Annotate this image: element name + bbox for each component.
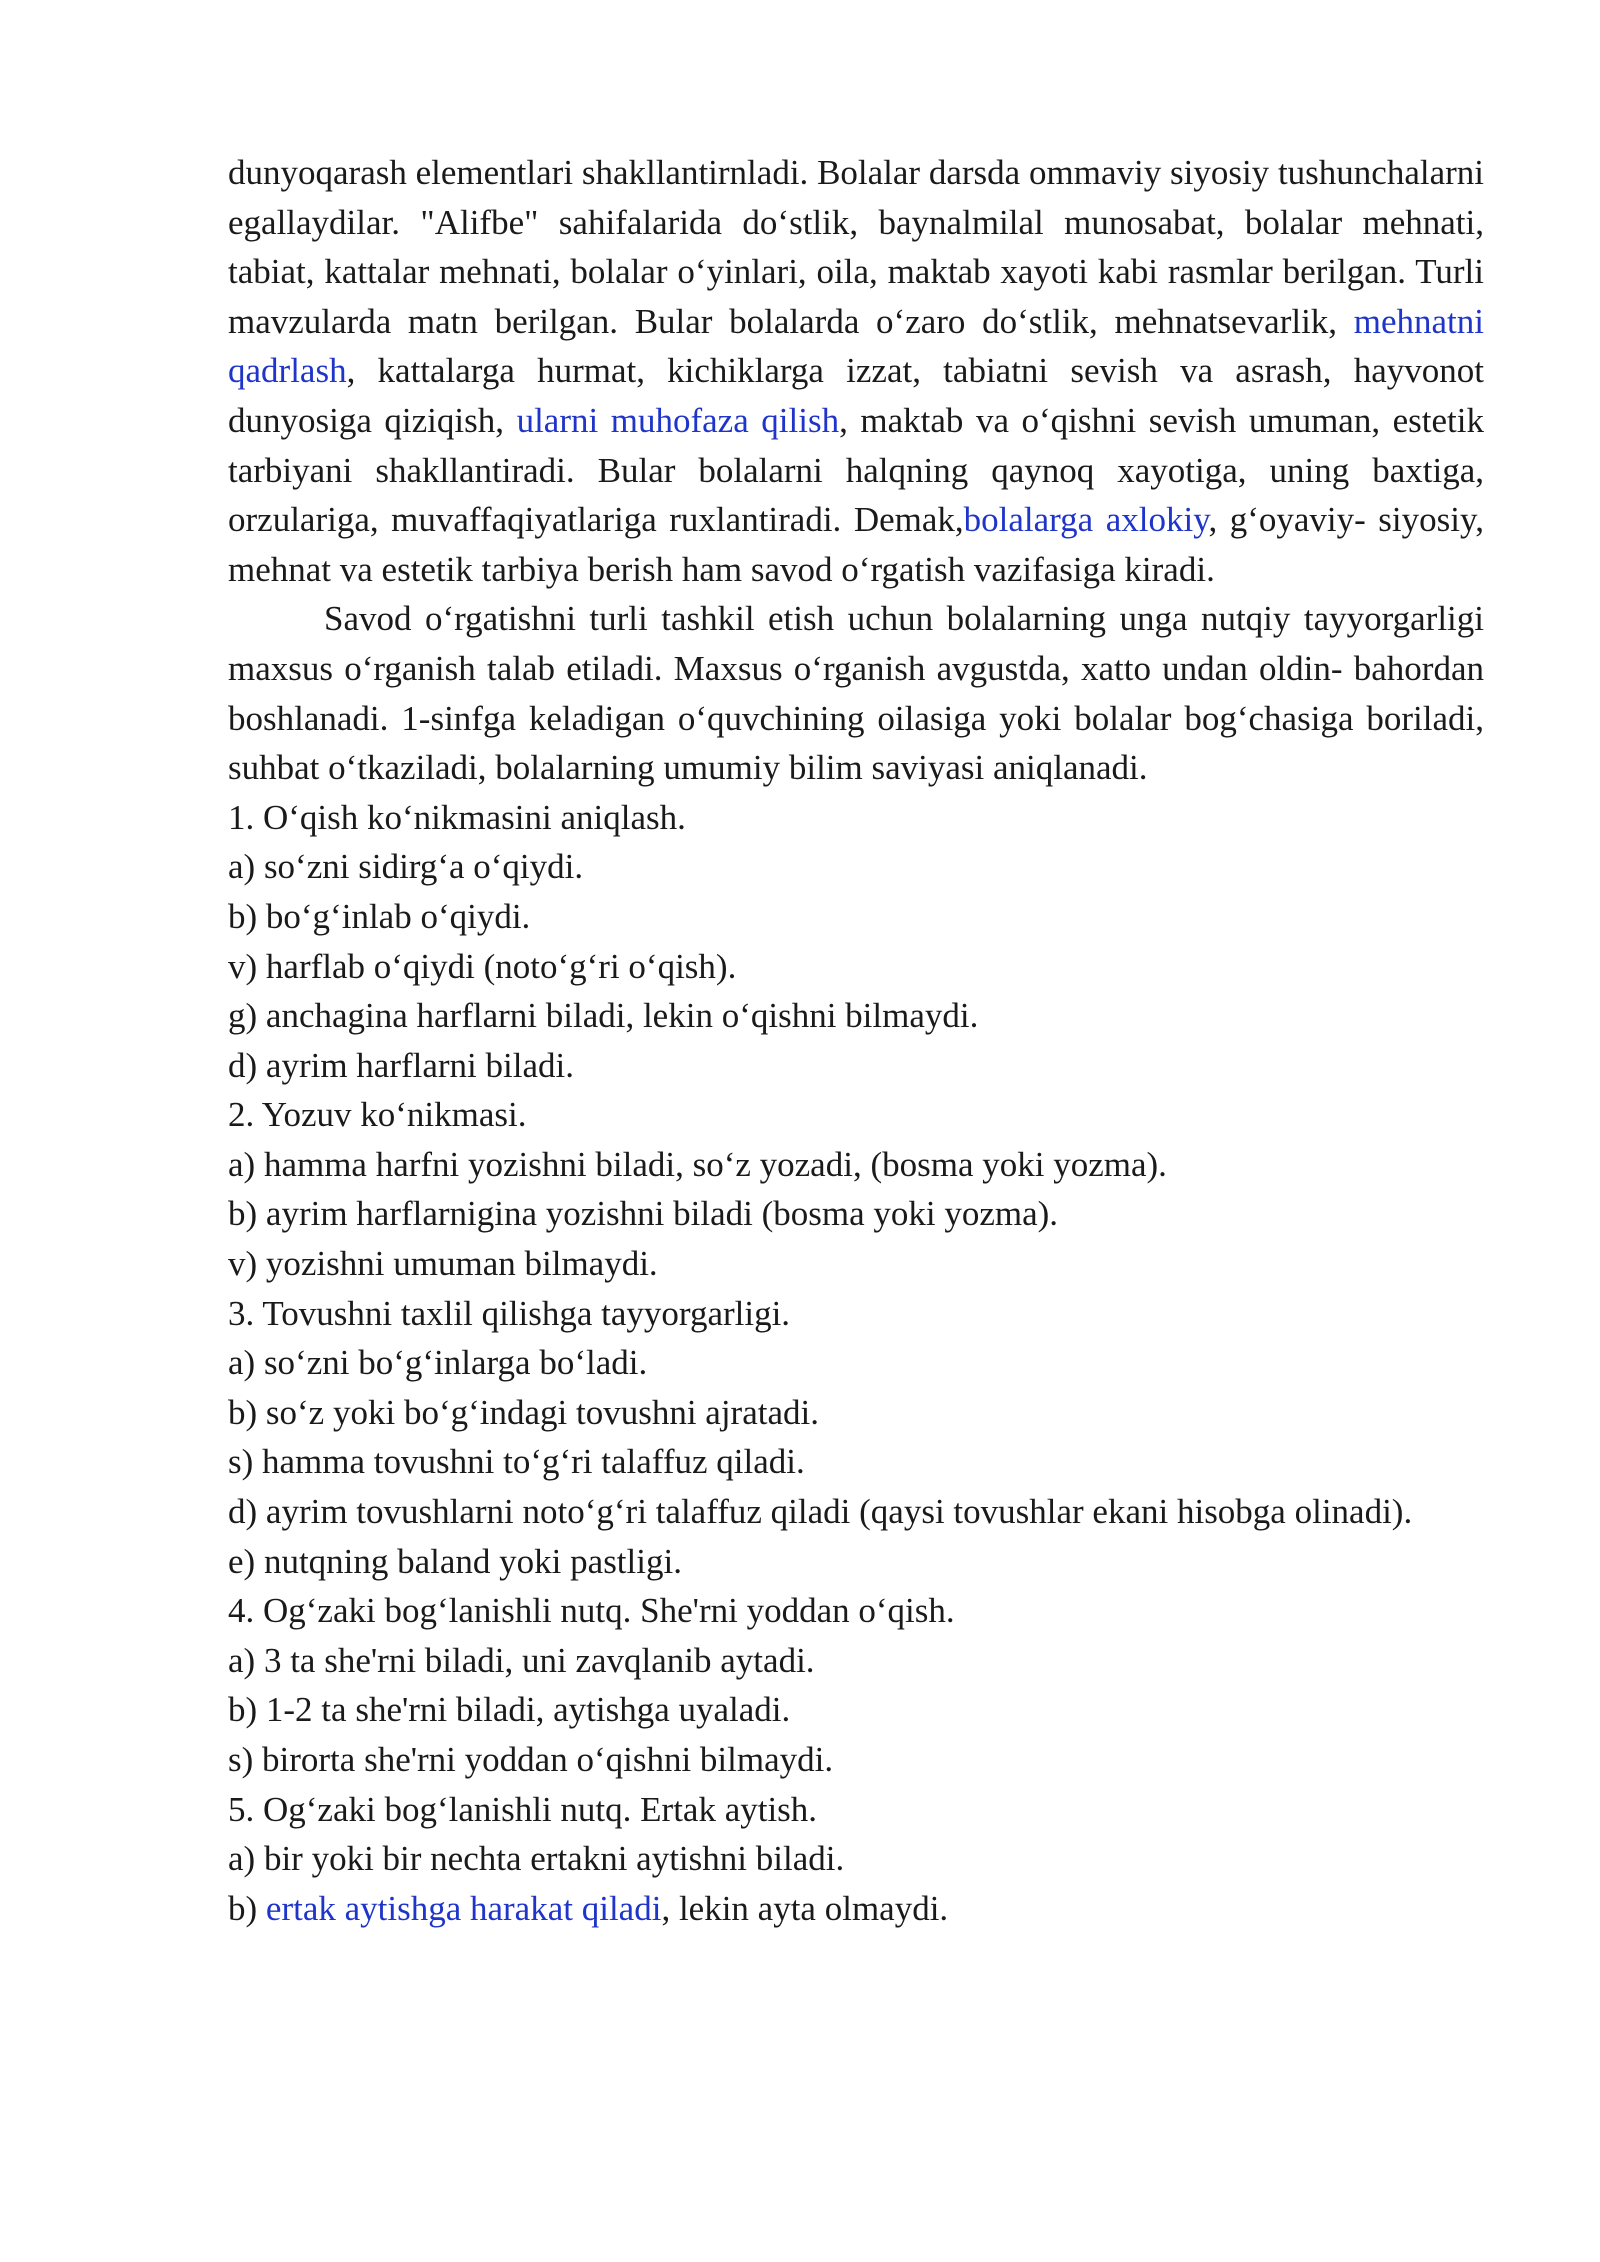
list-item: d) ayrim tovushlarni noto‘g‘ri talaffuz qiladi (qaysi tovushlar ekani hisobga olinadi). xyxy=(228,1492,1413,1532)
list-item: a) so‘zni sidirg‘a o‘qiydi. xyxy=(228,847,584,887)
list-item: v) harflab o‘qiydi (noto‘g‘ri o‘qish). xyxy=(228,946,737,986)
list-item: 5. Og‘zaki bog‘lanishli nutq. Ertak aytish. xyxy=(228,1789,818,1829)
list-item: b) 1-2 ta she'rni biladi, aytishga uyaladi. xyxy=(228,1690,791,1730)
link-mehnatni-qadrlash[interactable]: mehnatni qadrlash xyxy=(228,301,1484,391)
list-item: v) yozishni umuman bilmaydi. xyxy=(228,1244,658,1284)
list-item: 3. Tovushni taxlil qilishga tayyorgarligi. xyxy=(228,1293,791,1333)
list-item-last xyxy=(228,1884,1484,1934)
paragraph-1-text-1: dunyoqarash elementlari shakllantirnladi. Bolalar darsda ommaviy siyosiy tushunchalarni egallaydilar. "Alifbe" sahifalarida do‘stlik, baynalmilal munosabat, bolalar mehnati, tabiat, kattalar mehnati, bolalar o‘yinlari, oila, maktab xayoti kabi rasmlar berilgan. Turli mavzularda matn berilgan. Bular bolalarda o‘zaro do‘stlik, mehnatsevarlik, xyxy=(228,153,1484,341)
list-item: e) nutqning baland yoki pastligi. xyxy=(228,1541,682,1581)
list-item: a) 3 ta she'rni biladi, uni zavqlanib aytadi. xyxy=(228,1640,815,1680)
paragraph-1 xyxy=(228,148,1484,594)
paragraph-1-text-3: , maktab va o‘qishni sevish umuman, estetik tarbiyani shakllantiradi. Bular bolalarni halqning qaynoq xayotiga, uning baxtiga, orzulariga, muvaffaqiyatlariga ruxlantiradi. Demak, xyxy=(228,400,1484,540)
last-line-suffix: , lekin ayta olmaydi. xyxy=(661,1888,949,1928)
list-item: a) hamma harfni yozishni biladi, so‘z yozadi, (bosma yoki yozma). xyxy=(228,1144,1167,1184)
paragraph-1-text-2: , kattalarga hurmat, kichiklarga izzat, tabiatni sevish va asrash, hayvonot dunyosiga qiziqish, xyxy=(228,351,1484,440)
link-bolalarga-axlokiy[interactable]: bolalarga axlokiy xyxy=(963,500,1209,540)
list-item: 4. Og‘zaki bog‘lanishli nutq. She'rni yoddan o‘qish. xyxy=(228,1591,955,1631)
list-item: s) hamma tovushni to‘g‘ri talaffuz qiladi. xyxy=(228,1442,805,1482)
list-item: b) so‘z yoki bo‘g‘indagi tovushni ajratadi. xyxy=(228,1392,819,1432)
paragraph-2: Savod o‘rgatishni turli tashkil etish uchun bolalarning unga nutqiy tayyorgarligi maxsus o‘rganish talab etiladi. Maxsus o‘rganish avgustda, xatto undan oldin- bahordan boshlanadi. 1-sinfga keladigan o‘quvchining oilasiga yoki bolalar bog‘chasiga boriladi, suhbat o‘tkaziladi, bolalarning umumiy bilim saviyasi aniqlanadi. xyxy=(228,599,1484,788)
list-item: s) birorta she'rni yoddan o‘qishni bilmaydi. xyxy=(228,1740,834,1779)
list-item: b) ayrim harflarnigina yozishni biladi (bosma yoki yozma). xyxy=(228,1194,1059,1234)
list-item: 2. Yozuv ko‘nikmasi. xyxy=(228,1095,527,1135)
link-ularni-muhofaza-qilish[interactable]: ularni muhofaza qilish xyxy=(516,400,840,440)
list-item: b) bo‘g‘inlab o‘qiydi. xyxy=(228,896,531,936)
link-ertak-aytishga-harakat-qiladi[interactable]: ertak aytishga harakat qiladi xyxy=(265,1888,662,1928)
checklist xyxy=(228,793,1484,1934)
list-item: 1. O‘qish ko‘nikmasini aniqlash. xyxy=(228,797,686,837)
list-item: a) bir yoki bir nechta ertakni aytishni biladi. xyxy=(228,1839,845,1879)
last-line-prefix: b) xyxy=(228,1888,266,1928)
list-item: d) ayrim harflarni biladi. xyxy=(228,1045,574,1085)
list-item: a) so‘zni bo‘g‘inlarga bo‘ladi. xyxy=(228,1343,648,1383)
list-item: g) anchagina harflarni biladi, lekin o‘qishni bilmaydi. xyxy=(228,996,979,1036)
paragraph-1-text-4: , g‘oyaviy- siyosiy, mehnat va estetik tarbiya berish ham savod o‘rgatish vazifasiga kiradi. xyxy=(228,500,1484,589)
document-page xyxy=(228,148,1484,1933)
